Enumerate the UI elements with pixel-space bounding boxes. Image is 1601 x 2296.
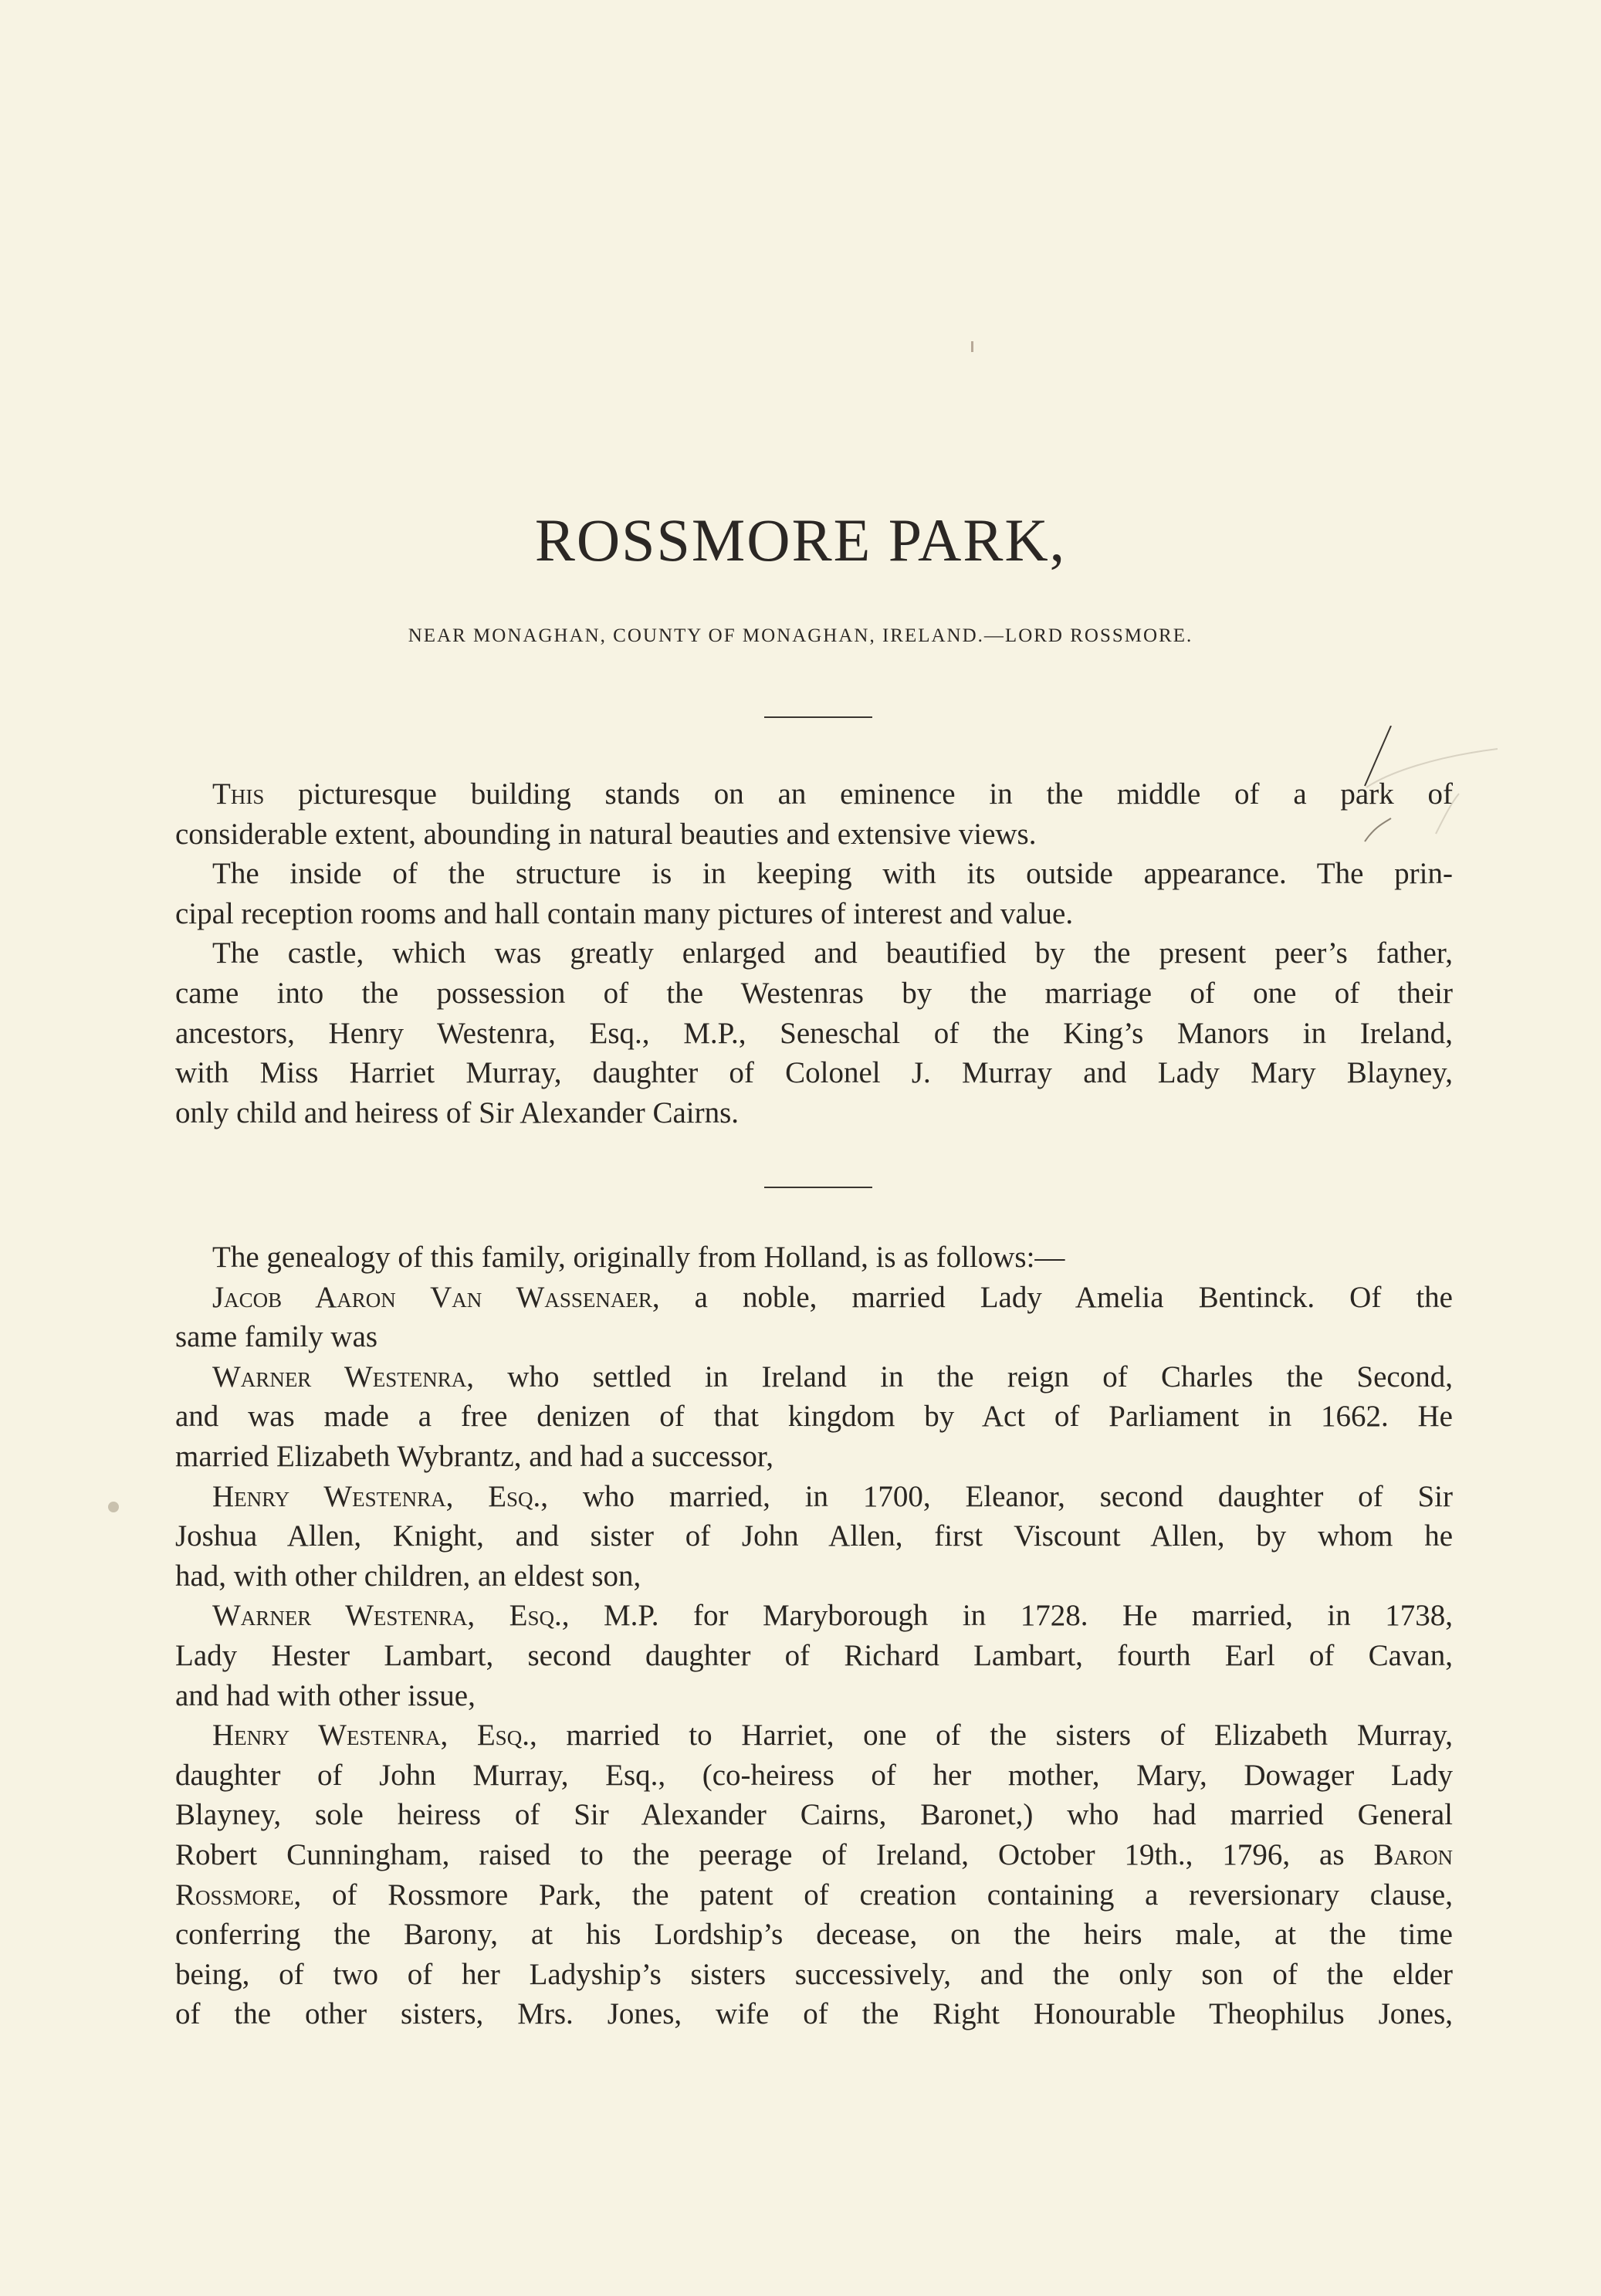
text-line: daughter of John Murray, Esq., (co-heiress of her mother, Mary, Dowager Lady xyxy=(175,1758,1453,1792)
paper-spot xyxy=(108,1502,119,1512)
text-span: Robert Cunningham, raised to the peerage of Ireland, October 19th., 1796, as xyxy=(175,1837,1374,1871)
text-span: This xyxy=(212,777,265,811)
text-line: The castle, which was greatly enlarged and beautified by the present peer’s father, xyxy=(212,936,1453,970)
text-line xyxy=(175,1278,1453,1318)
text-line: cipal reception rooms and hall contain many pictures of interest and value. xyxy=(175,896,1074,930)
text-span: married to Harriet, one of the sisters of Elizabeth Murray, xyxy=(536,1719,1453,1752)
text-span: Henry Westenra, Esq., xyxy=(212,1479,549,1513)
text-span: picturesque building stands on an eminence in the middle of a park of xyxy=(264,777,1453,811)
text-line xyxy=(175,1835,1453,1875)
text-line: considerable extent, abounding in natural beauties and extensive views. xyxy=(175,817,1037,851)
text-span: a noble, married Lady Amelia Bentinck. Of the xyxy=(659,1280,1453,1314)
ink-tick-mark xyxy=(971,341,973,352)
text-line: came into the possession of the Westenras by the marriage of one of their xyxy=(175,976,1453,1010)
divider-rule xyxy=(764,716,872,718)
text-line: ancestors, Henry Westenra, Esq., M.P., Seneschal of the King’s Manors in Ireland, xyxy=(175,1016,1453,1050)
text-line: had, with other children, an eldest son, xyxy=(175,1559,641,1593)
genealogy-text xyxy=(175,1238,1453,2034)
text-line xyxy=(175,1477,1453,1517)
divider-rule xyxy=(764,1187,872,1188)
text-line: same family was xyxy=(175,1320,378,1354)
text-line xyxy=(175,1357,1453,1397)
text-span: M.P. for Maryborough in 1728. He married, in 1738, xyxy=(569,1599,1453,1633)
text-span: Rossmore, xyxy=(175,1878,302,1912)
text-line: married Elizabeth Wybrantz, and had a successor, xyxy=(175,1439,774,1473)
text-span: Henry Westenra, Esq., xyxy=(212,1719,537,1752)
text-line: The inside of the structure is in keeping with its outside appearance. The prin- xyxy=(212,857,1453,891)
text-line xyxy=(175,1875,1453,1915)
text-line: and was made a free denizen of that kingdom by Act of Parliament in 1662. He xyxy=(175,1400,1453,1434)
page-subtitle: NEAR MONAGHAN, COUNTY OF MONAGHAN, IRELAND.—LORD ROSSMORE. xyxy=(408,625,1193,646)
text-line: only child and heiress of Sir Alexander Cairns. xyxy=(175,1096,740,1129)
text-span: of Rossmore Park, the patent of creation containing a reversionary clause, xyxy=(301,1878,1453,1912)
text-line xyxy=(175,1715,1453,1756)
text-line: Lady Hester Lambart, second daughter of Richard Lambart, fourth Earl of Cavan, xyxy=(175,1638,1453,1672)
text-line: The genealogy of this family, originally from Holland, is as follows:— xyxy=(212,1241,1065,1274)
page-title: ROSSMORE PARK, xyxy=(534,506,1067,574)
text-line: conferring the Barony, at his Lordship’s decease, on the heirs male, at the time xyxy=(175,1918,1453,1952)
text-line: of the other sisters, Mrs. Jones, wife of the Right Honourable Theophilus Jones, xyxy=(175,1997,1453,2031)
text-span: Baron xyxy=(1373,1837,1453,1871)
text-line: with Miss Harriet Murray, daughter of Colonel J. Murray and Lady Mary Blayney, xyxy=(175,1056,1453,1090)
text-line: Joshua Allen, Knight, and sister of John Allen, first Viscount Allen, by whom he xyxy=(175,1519,1453,1553)
intro-text xyxy=(175,774,1453,1133)
text-span: who married, in 1700, Eleanor, second daughter of Sir xyxy=(548,1479,1453,1513)
text-line: being, of two of her Ladyship’s sisters successively, and the only son of the elder xyxy=(175,1957,1453,1991)
text-line xyxy=(175,1596,1453,1636)
text-span: Warner Westenra, Esq., xyxy=(212,1599,570,1633)
text-span: Warner Westenra, xyxy=(212,1360,474,1394)
text-line: and had with other issue, xyxy=(175,1678,476,1712)
text-span: Jacob Aaron Van Wassenaer, xyxy=(212,1280,660,1314)
text-span: who settled in Ireland in the reign of Charles the Second, xyxy=(473,1360,1453,1394)
text-line xyxy=(175,774,1453,814)
text-line: Blayney, sole heiress of Sir Alexander Cairns, Baronet,) who had married General xyxy=(175,1798,1453,1832)
